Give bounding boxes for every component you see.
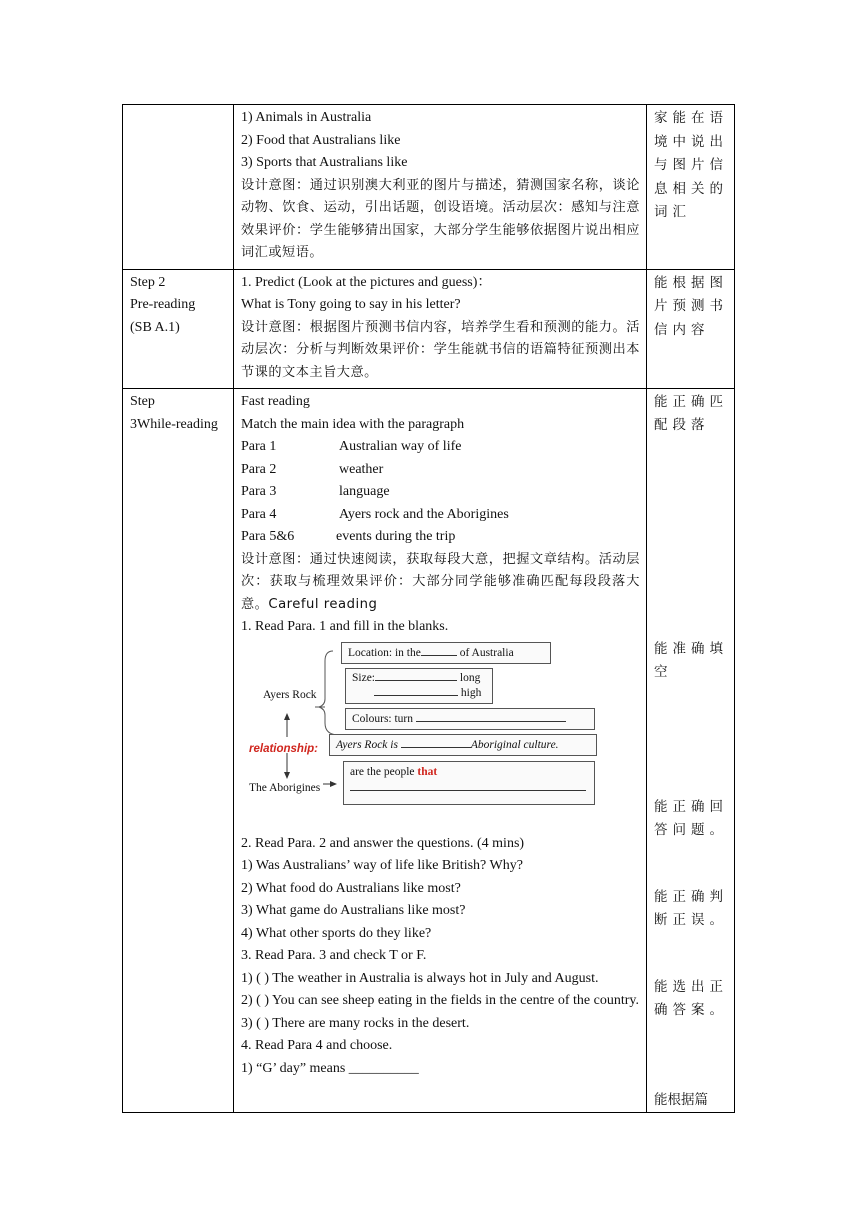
goal-text: 家能在语境中说出与图片信息相关的词汇	[654, 110, 728, 220]
step-cell	[123, 389, 234, 1113]
para-match-row: Para 5&6 events during the trip	[241, 529, 456, 544]
task-1-instruction: 1. Read Para. 1 and fill in the blanks.	[241, 619, 449, 634]
table-row	[123, 389, 735, 1113]
size-box: Size: long high	[345, 668, 493, 704]
predict-question: What is Tony going to say in his letter?	[241, 297, 461, 312]
goal-cell	[647, 105, 735, 270]
step-label: 3While-reading	[130, 416, 218, 432]
task-2-question: 2) What food do Australians like most?	[241, 880, 461, 896]
fast-reading-heading: Fast reading	[241, 394, 310, 409]
goal-judge: 能正确判断正误。	[654, 889, 728, 928]
task-2-question: 4) What other sports do they like?	[241, 925, 432, 941]
predict-task: 1. Predict (Look at the pictures and guess)：	[241, 274, 492, 290]
relationship-label: relationship:	[249, 742, 319, 755]
goal-text: 能根据图片预测书信内容	[654, 274, 728, 338]
para-match-row: Para 2 weather	[241, 461, 384, 477]
task-2-instruction: 2. Read Para. 2 and answer the questions. (4 mins)	[241, 835, 525, 851]
goal-answer: 能正确回答问题。	[654, 799, 728, 838]
activity-cell	[234, 269, 647, 389]
task-3-instruction: 3. Read Para. 3 and check T or F.	[241, 948, 427, 963]
step-cell	[123, 105, 234, 270]
table-row	[123, 105, 735, 270]
match-instruction: Match the main idea with the paragraph	[241, 416, 465, 432]
step-label: Step 2	[130, 274, 166, 290]
step-cell	[123, 269, 234, 389]
location-box: Location: in the of Australia	[341, 642, 551, 664]
lesson-plan-table	[122, 104, 735, 1113]
step-label: Pre-reading	[130, 297, 196, 312]
task-3-statement: 2) ( ) You can see sheep eating in the fields in the centre of the country.	[241, 993, 639, 1008]
task-4-question: 1) “G’ day” means __________	[241, 1060, 419, 1076]
task-4-instruction: 4. Read Para 4 and choose.	[241, 1038, 393, 1053]
goal-last: 能根据篇	[654, 1092, 708, 1108]
ayers-rock-diagram	[241, 641, 601, 827]
ayers-rock-label: Ayers Rock	[263, 688, 317, 701]
design-intent-note: 设计意图：通过识别澳大利亚的图片与描述，猜测国家名称，谈论动物、饮食、运动，引出话题，创设语境。活动层次：感知与注意效果评价：学生能够猜出国家，大部分学生能够依据图片说出相应词汇或短语。	[241, 177, 640, 260]
goal-choose: 能选出正确答案。	[654, 979, 728, 1018]
goal-match: 能正确匹配段落	[654, 394, 728, 433]
task-2-question: 3) What game do Australians like most?	[241, 903, 466, 918]
goal-cell	[647, 389, 735, 1113]
design-intent-note: 设计意图：通过快速阅读，获取每段大意，把握文章结构。活动层次：获取与梳理效果评价：大部分同学能够准确匹配每段段落大意。Careful reading	[241, 551, 640, 612]
task-2-question: 1) Was Australians’ way of life like British? Why?	[241, 858, 523, 873]
para-match-row: Para 3 language	[241, 484, 390, 499]
step-label: Step	[130, 394, 155, 409]
aborigines-box: are the people that	[343, 761, 595, 805]
step-label: (SB A.1)	[130, 319, 180, 335]
goal-fill: 能准确填空	[654, 641, 728, 680]
aborigines-label: The Aborigines	[249, 781, 321, 794]
task-3-statement: 3) ( ) There are many rocks in the desert.	[241, 1015, 470, 1031]
warmup-item: 3) Sports that Australians like	[241, 155, 408, 170]
table-row	[123, 269, 735, 389]
para-match-row: Para 1 Australian way of life	[241, 439, 462, 454]
task-3-statement: 1) ( ) The weather in Australia is always hot in July and August.	[241, 970, 599, 986]
goal-cell	[647, 269, 735, 389]
warmup-item: 2) Food that Australians like	[241, 132, 401, 148]
para-match-row: Para 4 Ayers rock and the Aborigines	[241, 506, 509, 522]
activity-cell	[234, 105, 647, 270]
colours-box: Colours: turn	[345, 708, 595, 730]
activity-cell	[234, 389, 647, 1113]
design-intent-note: 设计意图：根据图片预测书信内容，培养学生看和预测的能力。活动层次：分析与判断效果评价：学生能就书信的语篇特征预测出本节课的文本主旨大意。	[241, 319, 640, 380]
warmup-item: 1) Animals in Australia	[241, 110, 372, 125]
relationship-box: Ayers Rock is Aboriginal culture.	[329, 734, 597, 756]
